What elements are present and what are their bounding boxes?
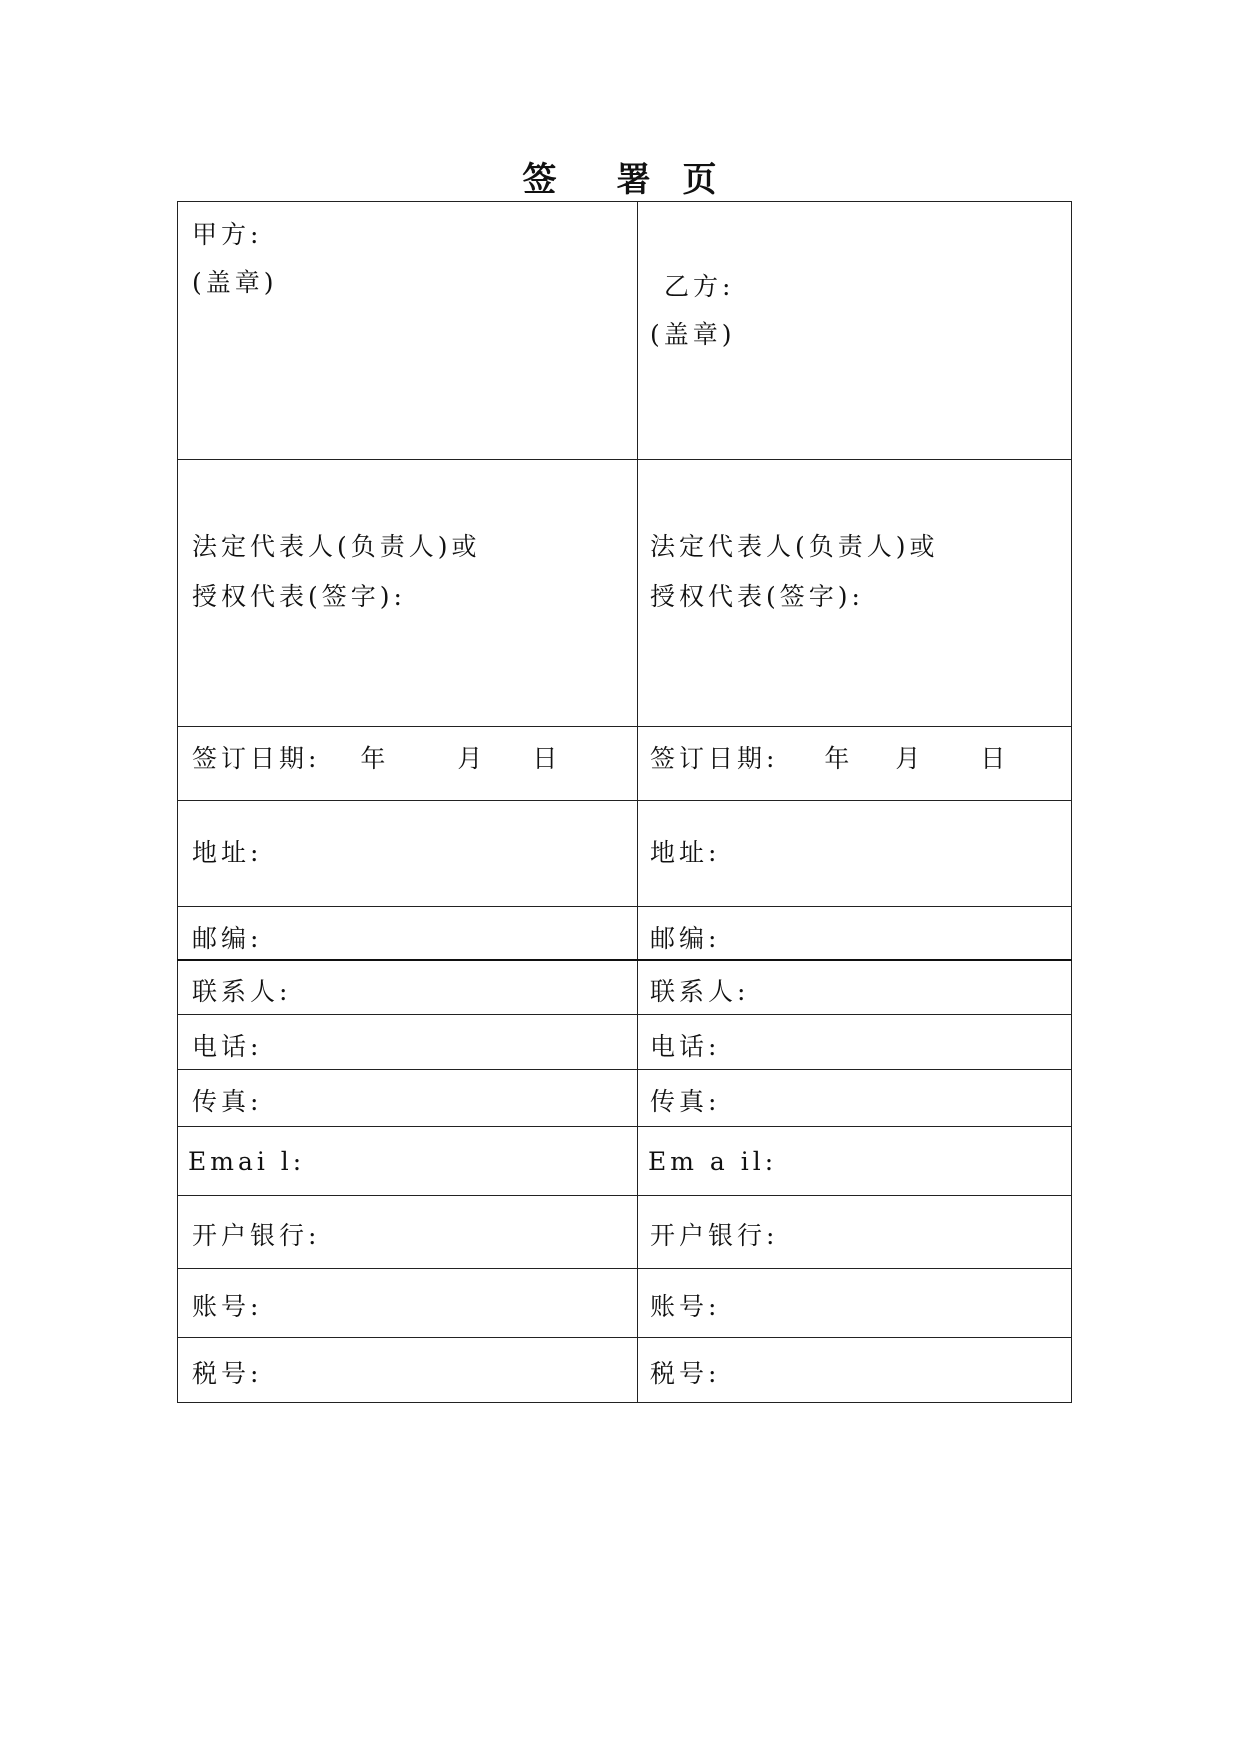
party-a-fax-label: 传真:	[192, 1087, 263, 1116]
party-b-date-label: 签订日期:	[650, 744, 779, 773]
party-b-date-cell[interactable]	[638, 727, 1072, 801]
party-a-bank-label: 开户银行:	[192, 1221, 321, 1250]
party-a-seal-label: (盖章)	[192, 268, 278, 297]
signature-table	[177, 201, 1072, 1403]
party-a-date-label: 签订日期:	[192, 744, 321, 773]
party-b-rep-cell[interactable]	[638, 460, 1072, 727]
table-row	[178, 1338, 1072, 1403]
party-a-rep-line1: 法定代表人(负责人)或	[192, 532, 481, 561]
party-b-tax-cell[interactable]	[638, 1338, 1072, 1403]
party-b-bank-cell[interactable]	[638, 1196, 1072, 1269]
party-b-bank-label: 开户银行:	[650, 1221, 779, 1250]
party-b-rep-line1: 法定代表人(负责人)或	[650, 532, 939, 561]
party-a-tax-cell[interactable]	[178, 1338, 638, 1403]
party-a-account-label: 账号:	[192, 1292, 263, 1321]
party-a-postcode-cell[interactable]	[178, 907, 638, 961]
party-b-phone-cell[interactable]	[638, 1015, 1072, 1070]
table-row	[178, 202, 1072, 460]
party-a-contact-cell[interactable]	[178, 960, 638, 1015]
party-a-account-cell[interactable]	[178, 1269, 638, 1338]
table-row	[178, 907, 1072, 961]
table-row	[178, 960, 1072, 1015]
party-b-email-label: Em a il:	[648, 1147, 778, 1176]
party-a-month-label: 月	[457, 744, 487, 773]
table-row	[178, 1015, 1072, 1070]
party-b-postcode-cell[interactable]	[638, 907, 1072, 961]
party-a-address-cell[interactable]	[178, 801, 638, 907]
party-a-tax-label: 税号:	[192, 1359, 263, 1388]
party-b-phone-label: 电话:	[650, 1032, 721, 1061]
table-row	[178, 1070, 1072, 1127]
party-b-month-label: 月	[895, 744, 925, 773]
party-b-seal-label: (盖章)	[650, 320, 736, 349]
party-b-contact-cell[interactable]	[638, 960, 1072, 1015]
party-a-bank-cell[interactable]	[178, 1196, 638, 1269]
party-a-rep-cell[interactable]	[178, 460, 638, 727]
party-b-label: 乙方:	[664, 272, 735, 301]
party-a-day-label: 日	[532, 744, 562, 773]
party-b-rep-line2: 授权代表(签字):	[650, 582, 864, 611]
table-row	[178, 1196, 1072, 1269]
party-a-address-label: 地址:	[192, 838, 263, 867]
table-row	[178, 1127, 1072, 1196]
party-b-address-label: 地址:	[650, 838, 721, 867]
party-b-address-cell[interactable]	[638, 801, 1072, 907]
party-a-year-label: 年	[360, 744, 390, 773]
party-a-rep-line2: 授权代表(签字):	[192, 582, 406, 611]
party-b-day-label: 日	[980, 744, 1010, 773]
party-a-label: 甲方:	[192, 220, 263, 249]
party-a-email-label: Emai l:	[188, 1147, 306, 1176]
party-b-fax-cell[interactable]	[638, 1070, 1072, 1127]
party-b-email-cell[interactable]	[638, 1127, 1072, 1196]
table-row	[178, 801, 1072, 907]
page-title	[0, 152, 1241, 201]
party-b-tax-label: 税号:	[650, 1359, 721, 1388]
title-char-2: 署	[616, 160, 653, 200]
party-b-contact-label: 联系人:	[650, 977, 750, 1006]
title-char-3: 页	[682, 160, 719, 200]
party-b-postcode-label: 邮编:	[650, 924, 721, 953]
title-char-1: 签	[522, 160, 559, 200]
party-a-postcode-label: 邮编:	[192, 924, 263, 953]
party-b-fax-label: 传真:	[650, 1087, 721, 1116]
party-b-account-cell[interactable]	[638, 1269, 1072, 1338]
party-a-email-cell[interactable]	[178, 1127, 638, 1196]
party-a-seal-cell[interactable]	[178, 202, 638, 460]
party-a-phone-cell[interactable]	[178, 1015, 638, 1070]
party-b-seal-cell[interactable]	[638, 202, 1072, 460]
party-b-year-label: 年	[824, 744, 854, 773]
party-a-date-cell[interactable]	[178, 727, 638, 801]
table-row	[178, 1269, 1072, 1338]
party-b-account-label: 账号:	[650, 1292, 721, 1321]
table-row	[178, 460, 1072, 727]
party-a-phone-label: 电话:	[192, 1032, 263, 1061]
party-a-contact-label: 联系人:	[192, 977, 292, 1006]
table-row	[178, 727, 1072, 801]
party-a-fax-cell[interactable]	[178, 1070, 638, 1127]
